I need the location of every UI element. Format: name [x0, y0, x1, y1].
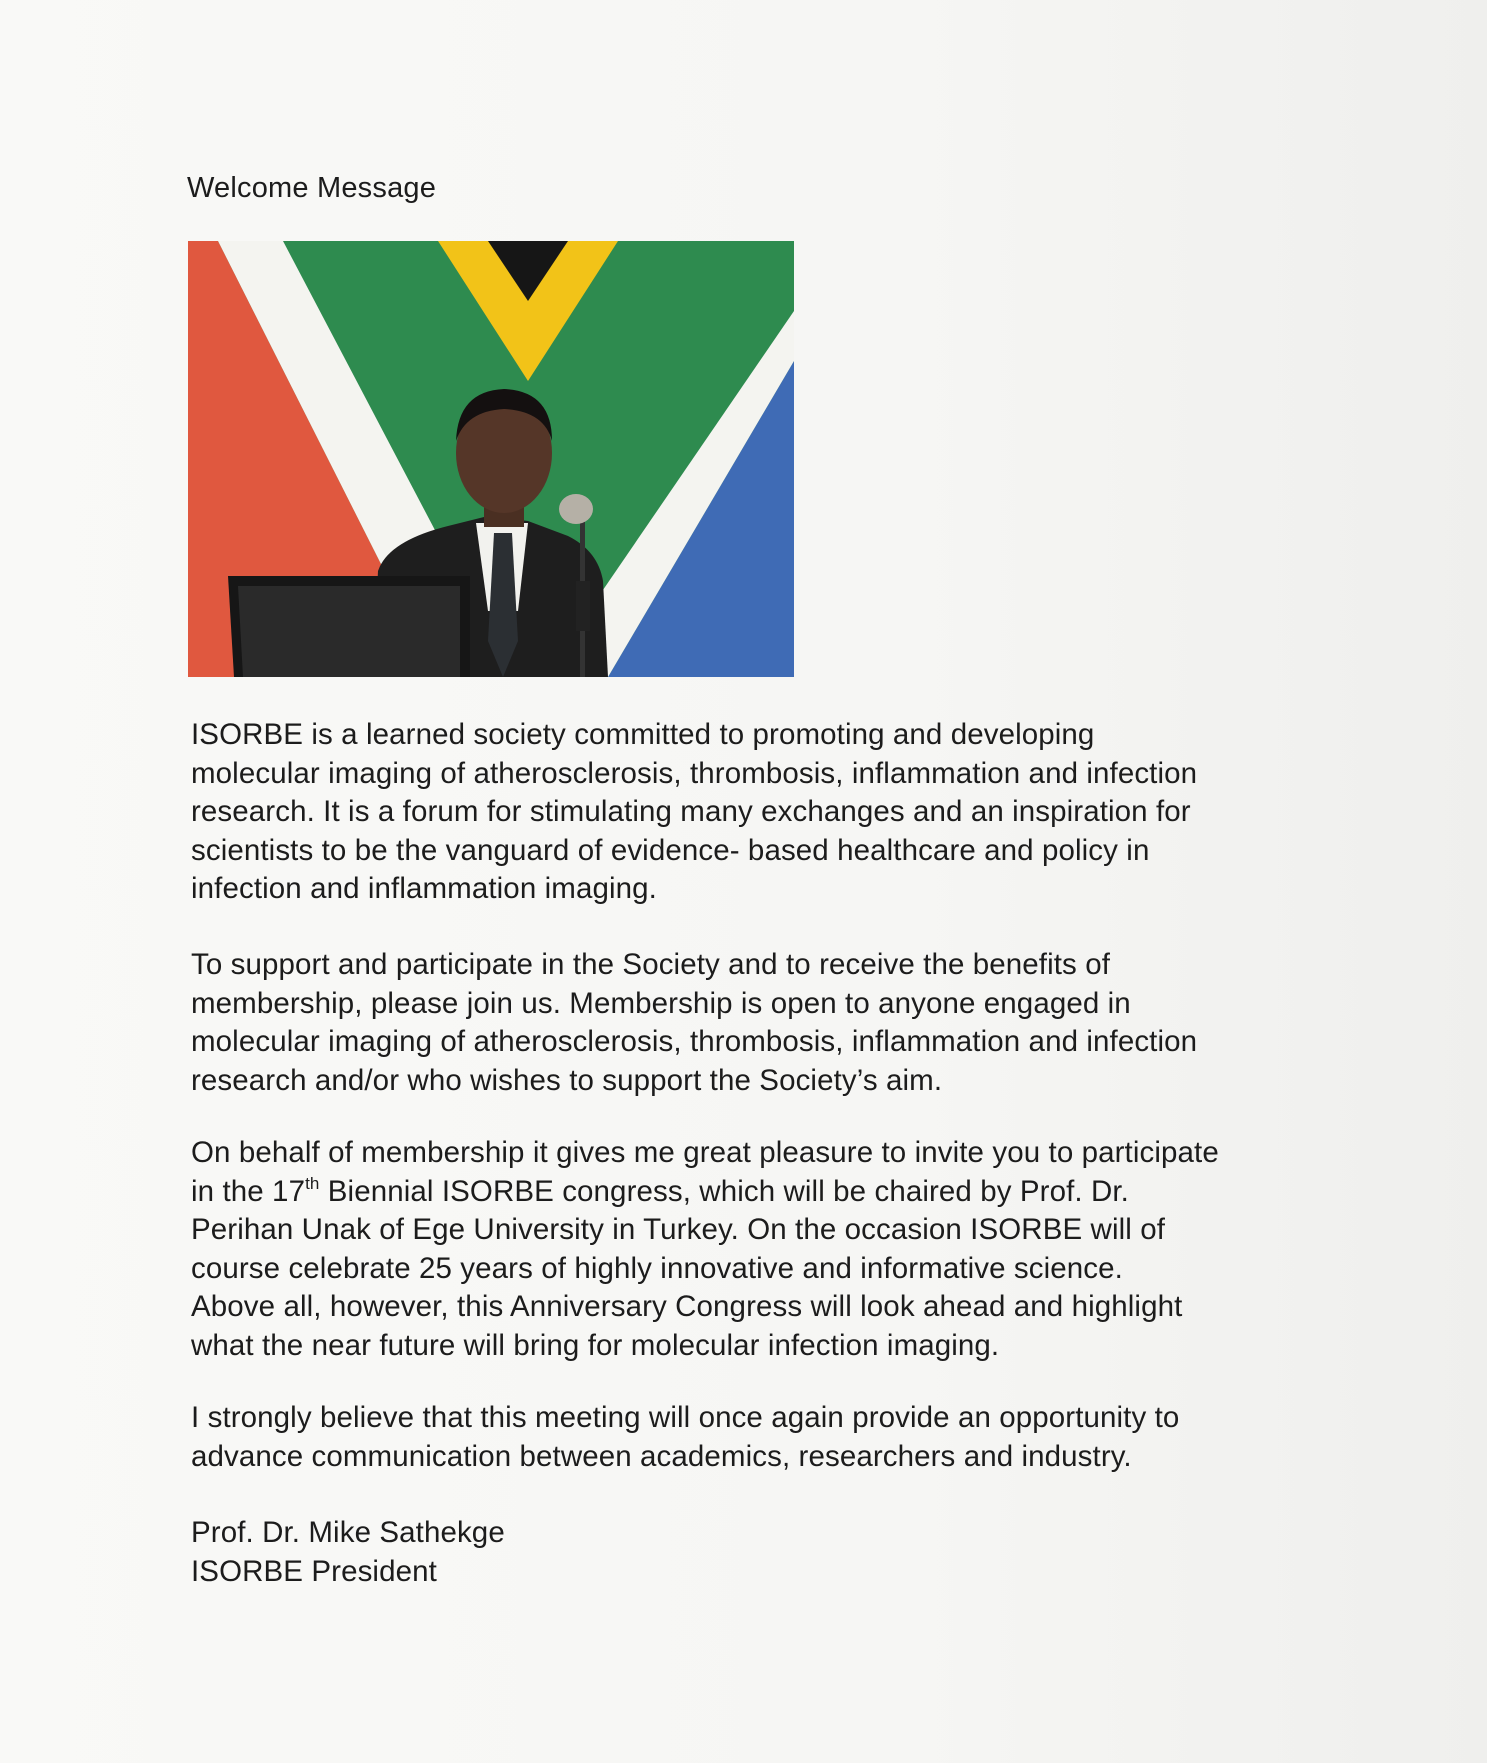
- paragraph-line: molecular imaging of atherosclerosis, thrombosis, inflammation and infection: [191, 756, 1198, 790]
- line-text: Biennial ISORBE congress, which will be chaired by Prof. Dr.: [319, 1174, 1129, 1208]
- paragraph-line: scientists to be the vanguard of evidence- based healthcare and policy in: [191, 833, 1150, 867]
- page-title: Welcome Message: [187, 172, 437, 204]
- paragraph-line: To support and participate in the Society and to receive the benefits of: [191, 948, 1110, 981]
- paragraph-line: advance communication between academics, researchers and industry.: [191, 1439, 1132, 1473]
- paragraph-line: molecular imaging of atherosclerosis, thrombosis, inflammation and infection: [191, 1025, 1198, 1058]
- paragraph-line: infection and inflammation imaging.: [191, 872, 657, 905]
- paragraph-congress-invitation: [191, 1134, 1371, 1365]
- paragraph-closing: [191, 1399, 1371, 1476]
- flag-and-speaker-illustration: [188, 241, 794, 677]
- paragraph-line: [191, 1173, 1371, 1212]
- speaker-photo: [188, 241, 794, 677]
- paragraph-membership: [191, 946, 1371, 1100]
- paragraph-line: membership, please join us. Membership is open to anyone engaged in: [191, 986, 1131, 1020]
- paragraph-line: research and/or who wishes to support the Society’s aim.: [191, 1063, 943, 1097]
- line-text: in the 17: [191, 1174, 306, 1208]
- signature-block: [191, 1514, 1371, 1591]
- paragraph-line: ISORBE is a learned society committed to promoting and developing: [191, 718, 1095, 751]
- ordinal-superscript: th: [305, 1173, 320, 1193]
- paragraph-line: I strongly believe that this meeting will once again provide an opportunity to: [191, 1401, 1180, 1434]
- paragraph-line: Above all, however, this Anniversary Congress will look ahead and highlight: [191, 1290, 1183, 1323]
- microphone: [559, 494, 593, 524]
- paragraph-line: On behalf of membership it gives me great pleasure to invite you to participate: [191, 1136, 1219, 1169]
- paragraph-line: what the near future will bring for molecular infection imaging.: [191, 1328, 1000, 1362]
- signature-role: ISORBE President: [191, 1554, 437, 1588]
- paragraph-about-society: [191, 716, 1371, 909]
- paragraph-line: Perihan Unak of Ege University in Turkey. On the occasion ISORBE will of: [191, 1213, 1166, 1246]
- signature-name: Prof. Dr. Mike Sathekge: [191, 1516, 505, 1549]
- paragraph-line: course celebrate 25 years of highly innovative and informative science.: [191, 1251, 1123, 1285]
- paragraph-line: research. It is a forum for stimulating many exchanges and an inspiration for: [191, 795, 1191, 828]
